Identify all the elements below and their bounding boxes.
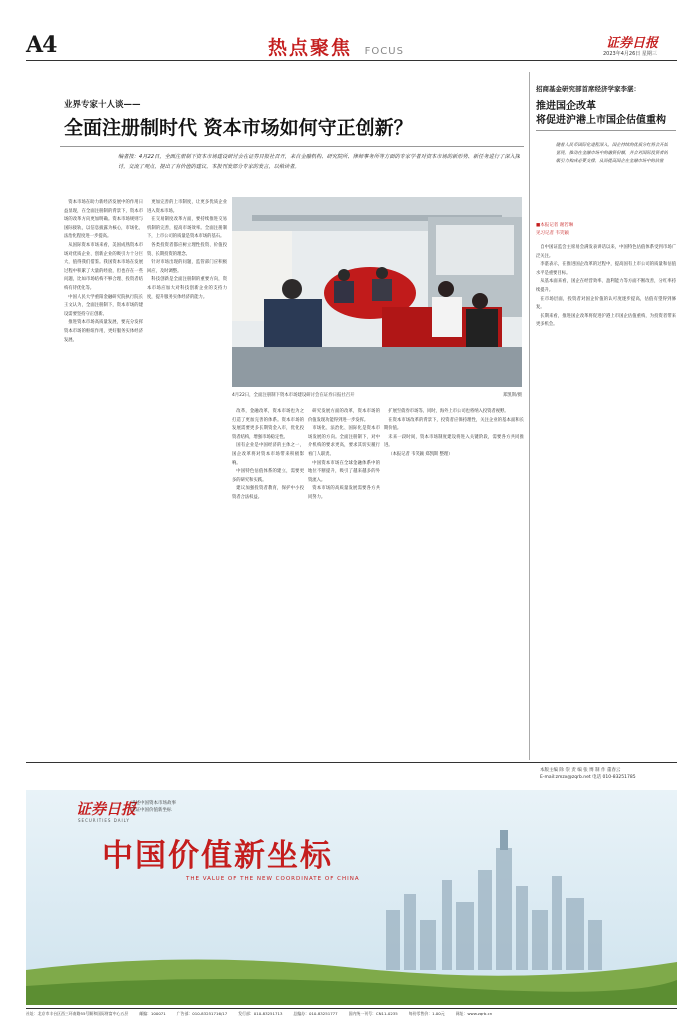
side-byline: ■本报记者 谢若琳 见习记者 韦笑颖 xyxy=(536,223,574,236)
side-divider xyxy=(529,72,530,760)
side-rule xyxy=(536,130,676,131)
section-title xyxy=(268,33,404,60)
headline-rule xyxy=(60,146,524,147)
footer-cn: 国内统一刊号：CN11-0235 xyxy=(348,1011,398,1016)
page-number: A4 xyxy=(26,32,57,58)
side-headline-1: 推进国企改革 xyxy=(536,101,596,112)
article-column-1: 资本市场在助力新经济发展中的作用日益显现，在全面注册制的背景下，资本市场的改革方向更加明确。资本市场规则与国际接轨，以信息披露为核心，市场化、法治化程度进一步提高。 从国际资本市场来看，美国成熟资本市场对优质企业、创新企业的吸引力十分巨大，值得我们借鉴。我国资本市场在发展过程中积累了大量的经验，但也存在一些问题，比如市场结构不够合理、投资者结构有待优化等。 中国人民大学重阳金融研究院执行院长王文认为，全面注册制下，资本市场的建设需要坚持守正创新。 推进资本市场高质量发展，要充分发挥资本市场的枢纽作用，更好服务实体经济发展。 xyxy=(64,200,143,343)
photo-caption: 4月22日，全面注册制下资本市场建设研讨会在证券日报社召开 郑凯斯/摄 xyxy=(232,393,522,398)
article-column-5: 扩展至债券市场等。同时，海外上市公司也将纳入投资者视野。 在资本市场改革的背景下，投资者应保持理性，关注企业的基本面和长期价值。 未来一段时间，资本市场制度建设将进入关键阶段，需要各方共同推进。 （本报记者 韦笑颖 郑凯斯 整理） xyxy=(384,409,524,457)
footer-rule xyxy=(26,1008,677,1009)
issue-date: 2023年4月26日 星期三 xyxy=(603,51,657,57)
editor-rule xyxy=(26,762,677,763)
footer-advert: 广告部：010-83251716/17 xyxy=(176,1011,228,1016)
footer-price: 每份零售价：1.00元 xyxy=(408,1011,445,1016)
ad-subtitle: THE VALUE OF THE NEW COORDINATE OF CHINA xyxy=(186,876,360,882)
side-summary: 随着人民币国际化进程深入，国企持续的优质分红将会开始显现，推动在金融市场中的融资份额，并会对国际投资者的吸引力构成必要支撑，从而提高国企在金融市场中的估值 xyxy=(556,143,668,164)
footer-newsroom: 总编办：010-83251777 xyxy=(293,1011,338,1016)
ad-brand-logo: 证券日报 xyxy=(76,800,137,818)
footer-address: 社址：北京市丰台区西三环南路55号顺和国际财富中心五层 xyxy=(26,1011,129,1016)
ad-slogans: 讲述中国资本市场故事 见证中国价值新坐标 xyxy=(131,801,176,813)
kicker: 业界专家十人谈—— xyxy=(64,100,141,110)
editor-note: 编者按：4月22日，全面注册制下资本市场建设研讨会在证券日报社召开，来自金融机构、研究院所、律师事务所等方面的专家学者对资本市场的新形势、新任务进行了深入探讨，交流了观点，提出了有价值的建议。本报刊发部分专家的发言，以飨读者。 xyxy=(118,154,520,170)
section-name: 热点聚焦 xyxy=(268,37,353,59)
ad-brand-en: SECURITIES DAILY xyxy=(78,818,130,823)
side-article-body: 自中国证监会主席易会满发表讲话以来，中国特色估值体系受到市场广泛关注。 李湛表示，在推进国企改革的过程中，提高国有上市公司的质量和估值水平是重要目标。 从基本面来看，国企在经营效率、盈利能力等方面不断改善，分红率持续提升。 在市场层面，投资者对国企价值的认可度逐步提高，估值有望得到修复。 长期来看，推进国企改革将促进沪港上市国企估值重构，为投资者带来更多机会。 xyxy=(536,245,676,328)
article-column-4: 研究发展方面的改革，资本市场的价值发现功能得到进一步发挥。 市场化、法治化、国际化是资本市场发展的方向。全面注册制下，对中介机构的要求更高，要求其切实履行看门人职责。 中国资本市场在全球金融体系中的地位不断提升，吸引了越来越多的外资流入。 资本市场的高质量发展需要各方共同努力。 xyxy=(308,409,380,500)
photo-illustration xyxy=(232,197,522,387)
advertisement xyxy=(26,790,677,1005)
section-name-en: FOCUS xyxy=(364,46,404,57)
article-column-2: 更加完善的上市制度，让更多优质企业进入资本市场。 在交易制度改革方面，要持续推进交易机制的完善，提高市场效率。全面注册制下，上市公司的质量是资本市场的基石。 各类投资者都应树立理性投资、价值投资、长期投资的理念。 针对市场出现的问题，监管部门应积极回应，及时调整。 科技创新是全面注册制的重要方向，资本市场应加大对科技创新企业的支持力度，提升服务实体经济的能力。 xyxy=(147,200,227,300)
meeting-photo xyxy=(232,197,522,387)
footer-site: 网址：www.zqrb.cn xyxy=(455,1011,493,1016)
footer xyxy=(26,1011,677,1017)
side-kicker: 招商基金研究部首席经济学家李湛： xyxy=(536,85,640,93)
masthead-rule xyxy=(26,60,677,61)
footer-subscription: 发行部：010-83251713 xyxy=(238,1011,283,1016)
ad-title: 中国价值新坐标 xyxy=(102,838,333,874)
editor-credits: 本版主编 除 崇 责 编 张 博 制 作 董春云 E-mail:zmzx@zqrb.net 电话 010-83251785 xyxy=(540,768,636,780)
footer-postcode: 邮编：100071 xyxy=(139,1011,166,1016)
headline: 全面注册制时代 资本市场如何守正创新？ xyxy=(64,117,413,139)
paper-logo: 证券日报 xyxy=(606,36,659,51)
side-headline-2: 将促进沪港上市国企估值重构 xyxy=(536,115,666,126)
article-column-3: 改革，金融改革，资本市场也为之打造了更加完善的体系。资本市场的发展需要更多长期资金入市，优化投资者结构，增强市场稳定性。 国有企业是中国经济的主体之一，国企改革将对资本市场带来积极影响。 中国特色估值体系的建立，需要更多的研究和实践。 建议加强投资者教育，保护中小投资者合法权益。 xyxy=(232,409,304,500)
